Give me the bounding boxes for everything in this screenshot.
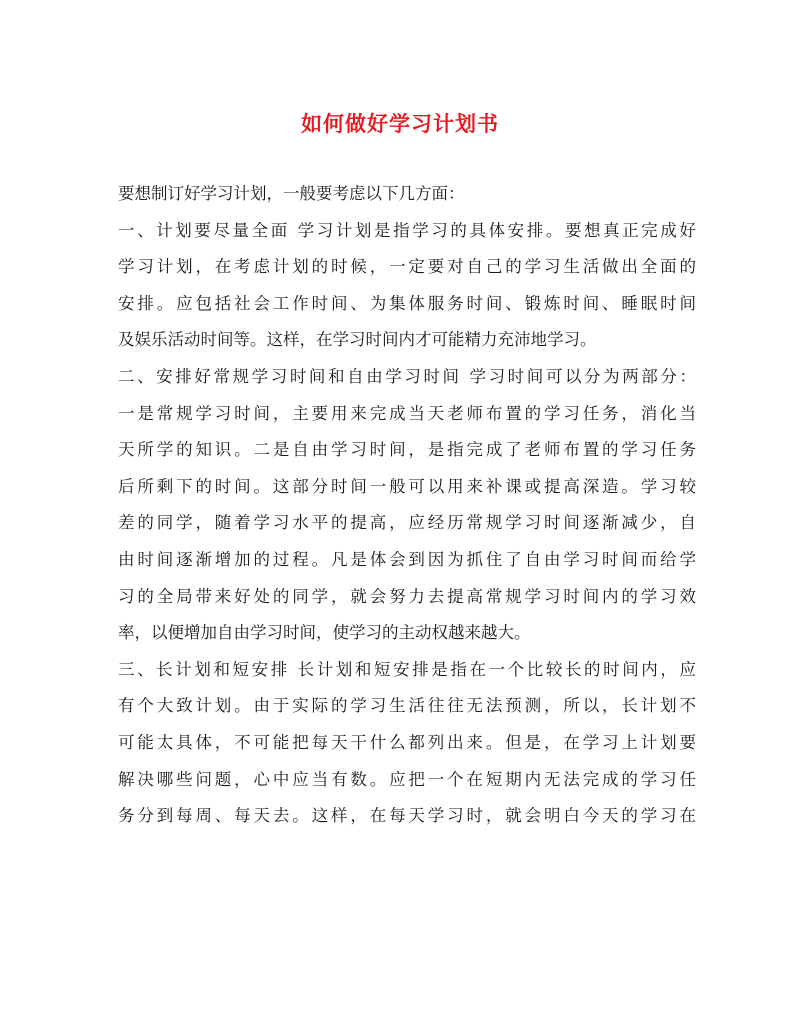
body-line: 一、计划要尽量全面 学习计划是指学习的具体安排。要想真正完成好: [118, 220, 696, 240]
body-line: 二、安排好常规学习时间和自由学习时间 学习时间可以分为两部分：: [118, 366, 696, 386]
body-line: 一是常规学习时间，主要用来完成当天老师布置的学习任务，消化当: [118, 403, 696, 423]
body-line: 后所剩下的时间。这部分时间一般可以用来补课或提高深造。学习较: [118, 476, 696, 496]
body-line: 可能太具体，不可能把每天干什么都列出来。但是，在学习上计划要: [118, 732, 696, 752]
body-line: 率，以便增加自由学习时间，使学习的主动权越来越大。: [118, 623, 531, 643]
body-line: 解决哪些问题，心中应当有数。应把一个在短期内无法完成的学习任: [118, 769, 696, 789]
body-line: 差的同学，随着学习水平的提高，应经历常规学习时间逐渐减少，自: [118, 513, 696, 533]
document-body: [118, 176, 696, 835]
body-line: 务分到每周、每天去。这样，在每天学习时，就会明白今天的学习在: [118, 806, 696, 826]
document-title: 如何做好学习计划书: [301, 111, 499, 136]
body-line: 由时间逐渐增加的过程。凡是体会到因为抓住了自由学习时间而给学: [118, 549, 696, 569]
body-line: 天所学的知识。二是自由学习时间，是指完成了老师布置的学习任务: [118, 440, 696, 460]
body-line: 及娱乐活动时间等。这样，在学习时间内才可能精力充沛地学习。: [118, 330, 597, 350]
body-line: 习的全局带来好处的同学，就会努力去提高常规学习时间内的学习效: [118, 586, 696, 606]
body-line: 安排。应包括社会工作时间、为集体服务时间、锻炼时间、睡眠时间: [118, 293, 696, 313]
body-line: 有个大致计划。由于实际的学习生活往往无法预测，所以，长计划不: [118, 696, 696, 716]
body-line: 三、长计划和短安排 长计划和短安排是指在一个比较长的时间内，应: [118, 659, 696, 679]
body-line: 要想制订好学习计划，一般要考虑以下几方面：: [118, 184, 465, 203]
body-line: 学习计划，在考虑计划的时候，一定要对自己的学习生活做出全面的: [118, 257, 696, 277]
